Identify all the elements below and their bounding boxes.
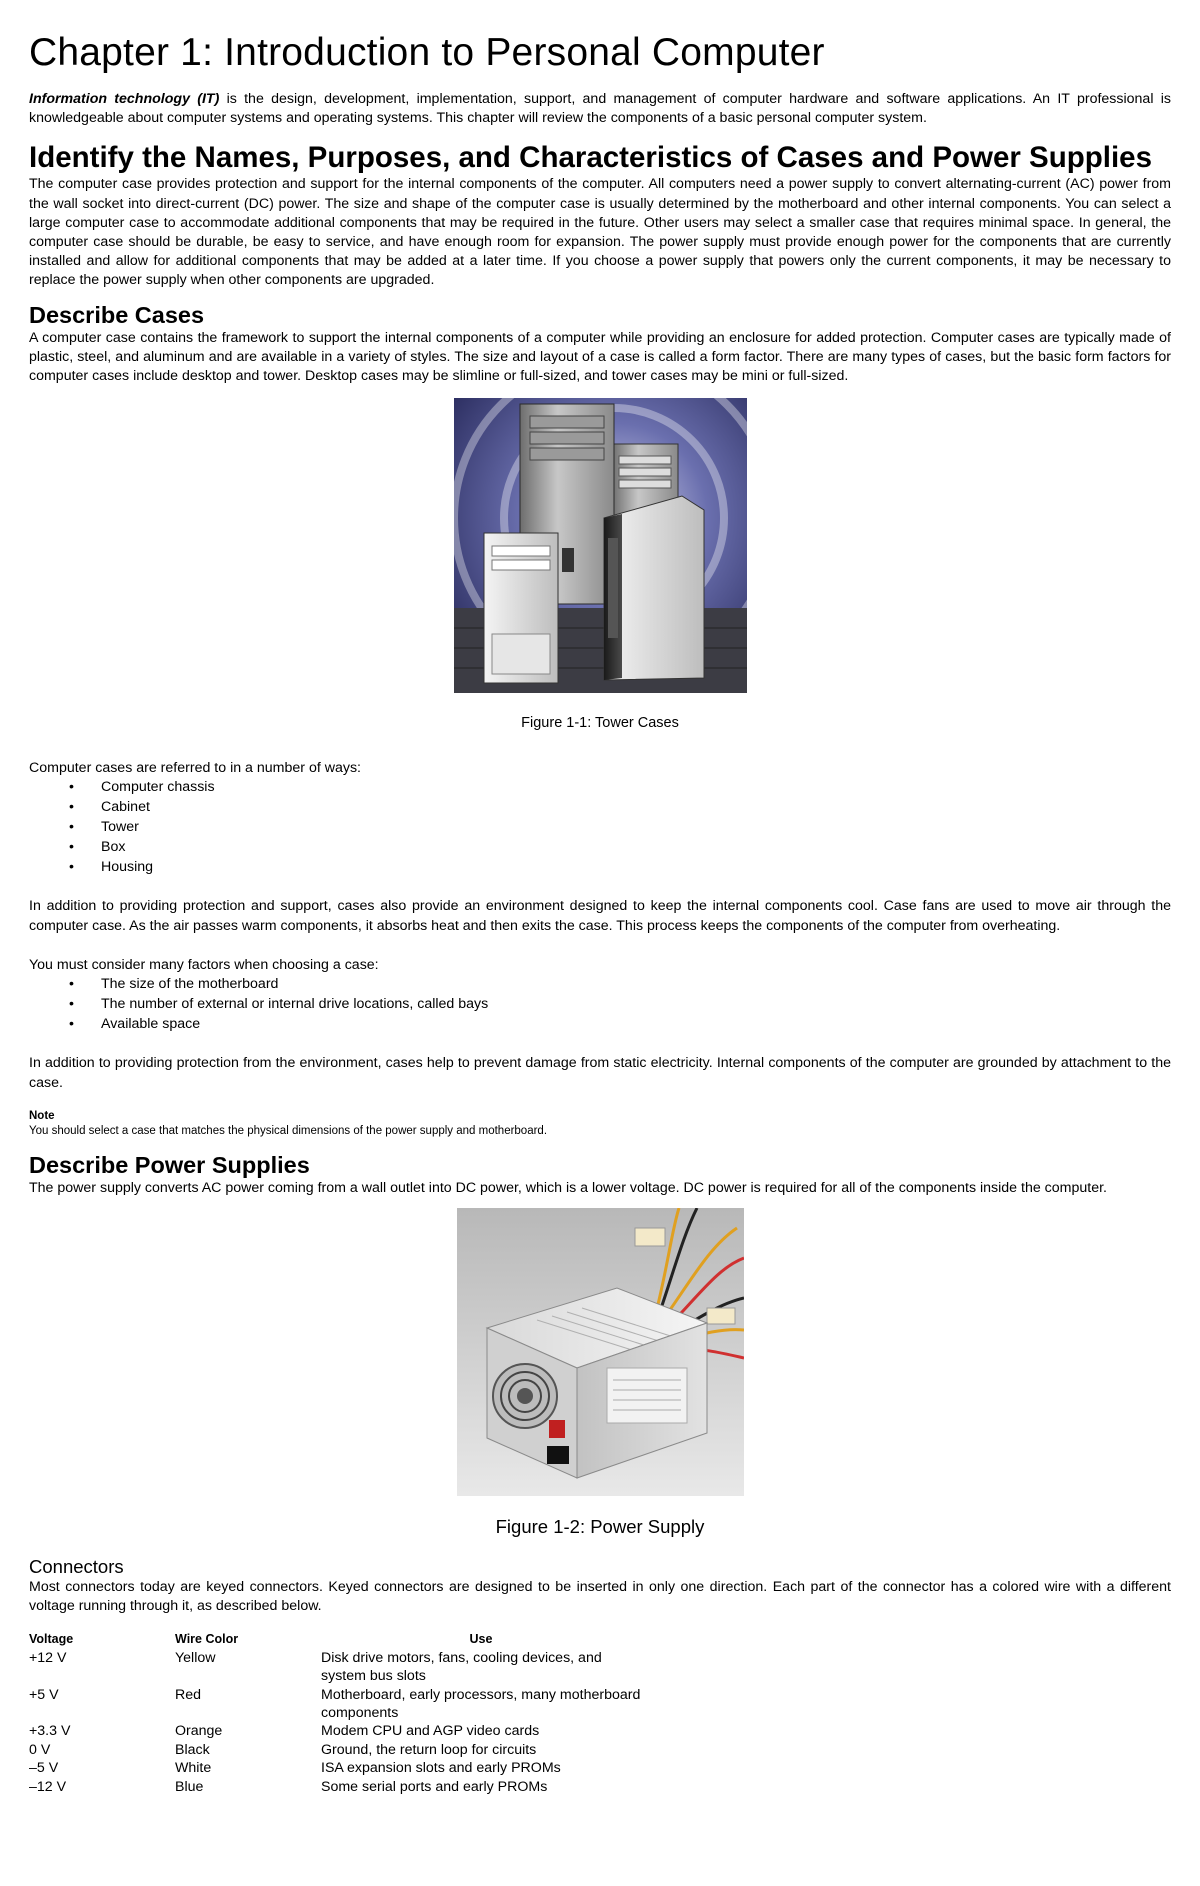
note-text: You should select a case that matches the physical dimensions of the power supply and motherboard. <box>29 1124 548 1137</box>
wire-color-cell: Orange <box>175 1723 223 1740</box>
wire-color-cell: Blue <box>175 1778 204 1795</box>
list-item: • Tower <box>101 818 1171 838</box>
intro-paragraph <box>29 90 1171 128</box>
chapter-title: Chapter 1: Introduction to Personal Computer <box>29 31 825 74</box>
use-cell: Modem CPU and AGP video cards <box>321 1723 540 1740</box>
power-supply-photo <box>457 1208 744 1496</box>
figure-tower-cases <box>29 398 1171 732</box>
describe-cases-paragraph: A computer case contains the framework to support the internal components of a computer while providing an enclosure for added protection. Computer cases are typically made of plastic, steel, and aluminum and are available in a variety of styles. The size and layout of a case is called a form factor. There are many types of cases, but the basic form factors for computer cases include desktop and tower. Desktop cases may be slimline or full-sized, and tower cases may be mini or full-sized. <box>29 329 1171 385</box>
use-cell: Ground, the return loop for circuits <box>321 1741 537 1758</box>
list-item: • The size of the motherboard <box>101 975 1171 995</box>
voltage-cell: 0 V <box>29 1741 51 1758</box>
use-cell: Disk drive motors, fans, cooling devices, and system bus slots <box>321 1649 602 1685</box>
intro-term: Information technology (IT) <box>29 91 220 107</box>
table-row <box>29 1722 641 1740</box>
voltage-table <box>29 1630 641 1796</box>
case-names-intro: Computer cases are referred to in a number of ways: <box>29 760 361 777</box>
figure-power-supply <box>29 1208 1171 1538</box>
wire-color-cell: Yellow <box>175 1649 216 1666</box>
list-item: • Housing <box>101 858 1171 878</box>
list-item: • The number of external or internal drive locations, called bays <box>101 995 1171 1015</box>
static-paragraph: In addition to providing protection from the environment, cases help to prevent damage from static electricity. Internal components of the computer are grounded by attachment to the case. <box>29 1055 1171 1091</box>
table-row <box>29 1741 641 1759</box>
section-heading-cases-power: Identify the Names, Purposes, and Characteristics of Cases and Power Supplies <box>29 141 1152 175</box>
voltage-cell: –12 V <box>29 1778 67 1795</box>
section-heading-describe-cases: Describe Cases <box>29 301 205 328</box>
section-heading-power-supplies: Describe Power Supplies <box>29 1151 310 1178</box>
wire-color-cell: White <box>175 1760 212 1777</box>
table-header-row <box>29 1630 641 1648</box>
connectors-paragraph: Most connectors today are keyed connectors. Keyed connectors are designed to be inserted in only one direction. Each part of the connector has a colored wire with a different voltage running through it, as described below. <box>29 1579 1171 1615</box>
use-cell: ISA expansion slots and early PROMs <box>321 1760 561 1777</box>
table-row <box>29 1649 641 1686</box>
cases-power-paragraph: The computer case provides protection and support for the internal components of the computer. All computers need a power supply to convert alternating-current (AC) power from the wall socket into direct-current (DC) power. The size and shape of the computer case is usually determined by the motherboard and other internal components. You can select a large computer case to accommodate additional components that may be required in the future. Other users may select a smaller case that requires minimal space. In general, the computer case should be durable, be easy to service, and have enough room for expansion. The power supply must provide enough power for the components that are currently installed and allow for additional components that may be added at a later time. If you choose a power supply that powers only the current components, it may be necessary to replace the power supply when other components are upgraded. <box>29 176 1171 289</box>
intro-text: is the design, development, implementation, support, and management of computer hardware and software applications. An IT professional is knowledgeable about computer systems and operating systems. This chapter will review the components of a basic personal computer system. <box>29 91 1171 127</box>
voltage-cell: –5 V <box>29 1760 59 1777</box>
table-header-wire-color: Wire Color <box>175 1632 239 1647</box>
voltage-cell: +5 V <box>29 1686 59 1703</box>
case-factors-list <box>29 975 1171 1034</box>
power-supplies-paragraph: The power supply converts AC power coming from a wall outlet into DC power, which is a lower voltage. DC power is required for all of the components inside the computer. <box>29 1179 1107 1196</box>
wire-color-cell: Red <box>175 1686 202 1703</box>
list-item: • Available space <box>101 1015 1171 1035</box>
table-header-use: Use <box>469 1632 493 1647</box>
voltage-cell: +12 V <box>29 1649 67 1666</box>
list-item: • Box <box>101 838 1171 858</box>
tower-cases-photo <box>454 398 747 693</box>
table-row <box>29 1778 641 1796</box>
use-cell: Some serial ports and early PROMs <box>321 1778 548 1795</box>
wire-color-cell: Black <box>175 1741 210 1758</box>
cooling-paragraph: In addition to providing protection and support, cases also provide an environment designed to keep the internal components cool. Case fans are used to move air through the computer case. As the air passes warm components, it absorbs heat and then exits the case. This process keeps the components of the computer from overheating. <box>29 898 1171 934</box>
table-row <box>29 1759 641 1777</box>
voltage-cell: +3.3 V <box>29 1723 71 1740</box>
figure-1-2-caption: Figure 1-2: Power Supply <box>495 1516 705 1538</box>
note-label: Note <box>29 1109 55 1122</box>
case-names-list <box>29 778 1171 877</box>
list-item: • Computer chassis <box>101 778 1171 798</box>
case-factors-intro: You must consider many factors when choosing a case: <box>29 956 379 973</box>
figure-1-1-caption: Figure 1-1: Tower Cases <box>521 715 679 732</box>
table-header-voltage: Voltage <box>29 1632 74 1647</box>
table-row <box>29 1686 641 1723</box>
use-cell: Motherboard, early processors, many motherboard components <box>321 1686 641 1722</box>
section-heading-connectors: Connectors <box>29 1556 124 1578</box>
list-item: • Cabinet <box>101 798 1171 818</box>
